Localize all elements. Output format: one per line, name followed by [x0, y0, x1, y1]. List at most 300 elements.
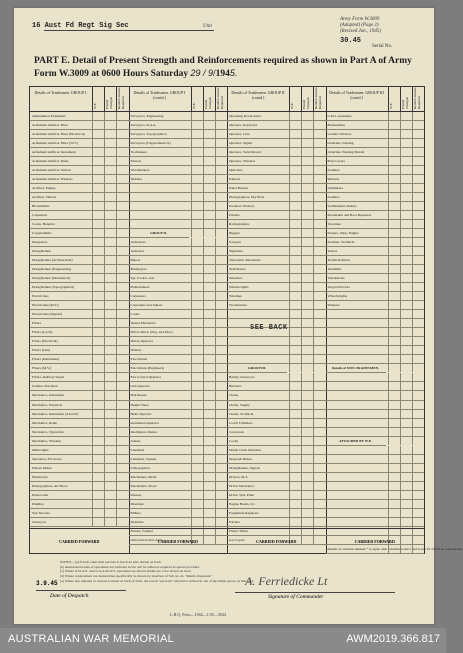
- trade-row: [326, 346, 425, 355]
- cell-divider: [104, 229, 105, 237]
- trade-row: Riggers: [227, 229, 326, 238]
- cell-divider: [116, 166, 117, 174]
- cell-divider: [92, 274, 93, 282]
- cell-divider: [388, 518, 389, 526]
- cell-divider: [203, 301, 204, 309]
- column-subheader: Posted Strength.: [400, 96, 409, 109]
- cell-divider: [412, 175, 413, 183]
- cell-divider: [289, 121, 290, 129]
- trade-row: Clerks: [227, 391, 326, 400]
- despatch-date: 3.9.45: [36, 580, 58, 587]
- cell-divider: [116, 518, 117, 526]
- cell-divider: [289, 419, 290, 427]
- cell-divider: [313, 328, 314, 336]
- cell-divider: [92, 509, 93, 517]
- cell-divider: [289, 518, 290, 526]
- trade-row: [326, 382, 425, 391]
- trade-row: Panel Beaters: [227, 184, 326, 193]
- cell-divider: [116, 112, 117, 120]
- cell-divider: [92, 148, 93, 156]
- cell-divider: [412, 130, 413, 138]
- cell-divider: [313, 112, 314, 120]
- cell-divider: [400, 319, 401, 327]
- cell-divider: [289, 310, 290, 318]
- cell-divider: [289, 455, 290, 463]
- cell-divider: [388, 283, 389, 291]
- cell-divider: [215, 509, 216, 517]
- cell-divider: [215, 157, 216, 165]
- cell-divider: [313, 211, 314, 219]
- cell-divider: [388, 446, 389, 454]
- cell-divider: [92, 229, 93, 237]
- cell-divider: [301, 446, 302, 454]
- cell-divider: [104, 202, 105, 210]
- trade-row: Armament Artificer Wireless: [30, 175, 129, 184]
- cell-divider: [301, 401, 302, 409]
- trade-row: Sgt. Cook/a. asst.: [129, 274, 228, 283]
- cell-divider: [104, 437, 105, 445]
- trade-row: [326, 464, 425, 473]
- trade-row: Toolmakers: [129, 148, 228, 157]
- cell-divider: [191, 166, 192, 174]
- cell-divider: [313, 509, 314, 517]
- cell-divider: [301, 292, 302, 300]
- cell-divider: [92, 391, 93, 399]
- cell-divider: [313, 301, 314, 309]
- cell-divider: [412, 455, 413, 463]
- cell-divider: [301, 202, 302, 210]
- cell-divider: [301, 238, 302, 246]
- cell-divider: [313, 391, 314, 399]
- cell-divider: [191, 211, 192, 219]
- cell-divider: [203, 193, 204, 201]
- trade-row: Electricians (M.V.): [30, 301, 129, 310]
- cell-divider: [412, 382, 413, 390]
- cell-divider: [92, 500, 93, 508]
- cell-divider: [215, 419, 216, 427]
- cell-divider: [301, 491, 302, 499]
- cell-divider: [388, 391, 389, 399]
- cell-divider: [215, 319, 216, 327]
- cell-divider: [116, 319, 117, 327]
- trade-row: Clerks, Technical: [227, 410, 326, 419]
- cell-divider: [215, 238, 216, 246]
- cell-divider: [92, 220, 93, 228]
- cell-divider: [191, 202, 192, 210]
- cell-divider: [301, 337, 302, 345]
- trade-row: Mechanics, Instrument (Aircraft): [30, 410, 129, 419]
- cell-divider: [203, 482, 204, 490]
- cell-divider: [92, 238, 93, 246]
- cell-divider: [92, 446, 93, 454]
- cell-divider: [412, 337, 413, 345]
- column-header: [326, 87, 425, 112]
- form-ref-line: (Adapted) (Page 2): [340, 23, 379, 28]
- cell-divider: [191, 274, 192, 282]
- cell-divider: [92, 419, 93, 427]
- cell-divider: [104, 256, 105, 264]
- cell-divider: [289, 464, 290, 472]
- trade-row: Draughtsmen (Engineering): [30, 265, 129, 274]
- cell-divider: [191, 130, 192, 138]
- trade-row: [129, 211, 228, 220]
- cell-divider: [116, 310, 117, 318]
- cell-divider: [191, 112, 192, 120]
- trade-row: Coach Trimmers: [227, 419, 326, 428]
- cell-divider: [104, 482, 105, 490]
- cell-divider: [116, 355, 117, 363]
- cell-divider: [215, 437, 216, 445]
- cell-divider: [215, 112, 216, 120]
- cell-divider: [400, 274, 401, 282]
- cell-divider: [92, 428, 93, 436]
- trade-row: Concreters: [227, 428, 326, 437]
- cell-divider: [191, 337, 192, 345]
- trade-row: [326, 491, 425, 500]
- printer-imprint: L.H.Q. Press—1944—1/45—3044: [170, 612, 226, 617]
- cell-divider: [301, 310, 302, 318]
- cell-divider: [104, 373, 105, 381]
- cell-divider: [104, 419, 105, 427]
- cell-divider: [104, 355, 105, 363]
- cell-divider: [203, 464, 204, 472]
- column-subheader: Reinforcements Required.: [215, 87, 224, 109]
- cell-divider: [313, 455, 314, 463]
- cell-divider: [388, 319, 389, 327]
- cell-divider: [116, 139, 117, 147]
- trade-row: Photowriter: [30, 491, 129, 500]
- trade-row: ATTACHED BY W.E.: [326, 437, 386, 446]
- trade-row: [129, 220, 228, 229]
- cell-divider: [388, 148, 389, 156]
- trade-row: Armourer: [129, 247, 228, 256]
- cell-divider: [412, 419, 413, 427]
- cell-divider: [289, 256, 290, 264]
- cell-divider: [388, 346, 389, 354]
- cell-divider: [313, 247, 314, 255]
- cell-divider: [203, 130, 204, 138]
- trade-row: [326, 428, 425, 437]
- cell-divider: [301, 112, 302, 120]
- trade-row: Sawyers: [227, 238, 326, 247]
- cell-divider: [301, 139, 302, 147]
- cell-divider: [301, 509, 302, 517]
- cell-divider: [215, 148, 216, 156]
- cell-divider: [191, 455, 192, 463]
- trade-row: Artificer, Engine: [30, 184, 129, 193]
- cell-divider: [215, 401, 216, 409]
- cell-divider: [116, 437, 117, 445]
- cell-divider: [215, 346, 216, 354]
- trade-row: Tailors: [326, 247, 425, 256]
- cell-divider: [412, 500, 413, 508]
- cell-divider: [92, 355, 93, 363]
- cell-divider: [313, 202, 314, 210]
- cell-divider: [215, 364, 216, 372]
- trade-row: Gas Layers: [227, 536, 326, 545]
- cell-divider: [289, 500, 290, 508]
- cell-divider: [104, 410, 105, 418]
- cell-divider: [116, 410, 117, 418]
- cell-divider: [313, 446, 314, 454]
- cell-divider: [116, 229, 117, 237]
- cell-divider: [400, 337, 401, 345]
- cell-divider: [215, 446, 216, 454]
- cell-divider: [215, 301, 216, 309]
- cell-divider: [92, 184, 93, 192]
- cell-divider: [116, 337, 117, 345]
- trade-row: Photographers, Dry Plate: [227, 193, 326, 202]
- cell-divider: [116, 265, 117, 273]
- trade-row: Helio Operator: [129, 410, 228, 419]
- trade-row: Butchers: [227, 382, 326, 391]
- cell-divider: [388, 328, 389, 336]
- cell-divider: [203, 283, 204, 291]
- trade-row: Lithographers: [129, 464, 228, 473]
- cell-divider: [104, 211, 105, 219]
- trade-row: Draughtsmen (Architectural): [30, 256, 129, 265]
- trade-row: Height Taker: [129, 401, 228, 410]
- cell-divider: [191, 220, 192, 228]
- trade-row: Printers: [227, 211, 326, 220]
- cell-divider: [215, 139, 216, 147]
- trade-row: Armament Artificer Fitter: [30, 121, 129, 130]
- cell-divider: [104, 175, 105, 183]
- cell-divider: [289, 112, 290, 120]
- cell-divider: [191, 491, 192, 499]
- notes-block: [60, 560, 390, 584]
- cell-divider: [388, 491, 389, 499]
- cell-divider: [191, 419, 192, 427]
- trade-row: [326, 373, 425, 382]
- cell-divider: [215, 355, 216, 363]
- cell-divider: [203, 364, 204, 372]
- cell-divider: [400, 166, 401, 174]
- cell-divider: [313, 482, 314, 490]
- cell-divider: [412, 437, 413, 445]
- cell-divider: [104, 337, 105, 345]
- trade-row: [326, 319, 425, 328]
- cell-divider: [412, 166, 413, 174]
- cell-divider: [313, 274, 314, 282]
- cell-divider: [400, 428, 401, 436]
- form-reference: [340, 17, 381, 35]
- title-year-prefix: /194: [213, 69, 230, 79]
- cell-divider: [203, 175, 204, 183]
- cell-divider: [313, 184, 314, 192]
- cell-divider: [215, 328, 216, 336]
- cell-divider: [92, 346, 93, 354]
- cell-divider: [104, 473, 105, 481]
- cell-divider: [400, 220, 401, 228]
- cell-divider: [301, 473, 302, 481]
- cell-divider: [400, 446, 401, 454]
- cell-divider: [388, 382, 389, 390]
- column-header: [30, 87, 129, 112]
- cell-divider: [203, 428, 204, 436]
- trade-row: Carpenters: [30, 211, 129, 220]
- title-text: Detail of Present Strength and Reinforcements required as shown in Part A of Army Form W.3009 at 0600 Hours Saturday: [34, 56, 412, 79]
- cell-divider: [203, 184, 204, 192]
- cell-divider: [203, 373, 204, 381]
- trade-row: Fitters: [30, 319, 129, 328]
- cell-divider: [116, 238, 117, 246]
- cell-divider: [92, 464, 93, 472]
- cell-divider: [289, 319, 290, 327]
- trade-row: Stokers, Shop, Engine: [326, 229, 425, 238]
- cell-divider: [388, 355, 389, 363]
- cell-divider: [388, 373, 389, 381]
- trade-row: Cooks, Hospital: [30, 220, 129, 229]
- cell-divider: [412, 202, 413, 210]
- cell-divider: [116, 491, 117, 499]
- signature-label: Signature of Commander: [268, 594, 324, 600]
- strength-table: [29, 86, 463, 554]
- cell-divider: [191, 193, 192, 201]
- column-rows: [129, 112, 228, 545]
- cell-divider: [412, 220, 413, 228]
- trade-row: Photographers, Air Photo: [30, 482, 129, 491]
- cell-divider: [313, 157, 314, 165]
- trade-row: Bricklayers: [129, 265, 228, 274]
- trade-row: Instrument Operator: [129, 419, 228, 428]
- cell-divider: [92, 130, 93, 138]
- cell-divider: [215, 500, 216, 508]
- cell-divider: [92, 401, 93, 409]
- cell-divider: [313, 428, 314, 436]
- trade-row: Fire Control Operator: [129, 373, 228, 382]
- cell-divider: [116, 382, 117, 390]
- cell-divider: [92, 157, 93, 165]
- trade-row: Sterman, Technical: [326, 238, 425, 247]
- cell-divider: [400, 391, 401, 399]
- cell-divider: [400, 346, 401, 354]
- cell-divider: [400, 139, 401, 147]
- cell-divider: [388, 310, 389, 318]
- trade-row: Wiremen: [227, 292, 326, 301]
- see-back-stamp: SEE BACK: [250, 324, 288, 332]
- cell-divider: [289, 148, 290, 156]
- cell-divider: [400, 112, 401, 120]
- cell-divider: [289, 202, 290, 210]
- trade-row: Telecomm. Mechanics: [227, 256, 326, 265]
- cell-divider: [203, 446, 204, 454]
- cell-divider: [289, 175, 290, 183]
- cell-divider: [412, 193, 413, 201]
- trade-row: Plate Layers: [326, 157, 425, 166]
- trade-row: Carpenters: [129, 292, 228, 301]
- cell-divider: [215, 464, 216, 472]
- trade-row: Hairdresser: [129, 391, 228, 400]
- cell-divider: [215, 211, 216, 219]
- trade-row: Fitters, Railway Signal: [30, 373, 129, 382]
- cell-divider: [388, 274, 389, 282]
- cell-divider: [400, 121, 401, 129]
- cell-divider: [203, 382, 204, 390]
- cell-divider: [301, 121, 302, 129]
- trade-row: Dental Mechanics: [129, 319, 228, 328]
- trade-row: [326, 419, 425, 428]
- trade-row: Armament Artificer Instrument: [30, 148, 129, 157]
- cell-divider: [191, 446, 192, 454]
- cell-divider: [301, 355, 302, 363]
- cell-divider: [289, 446, 290, 454]
- cell-divider: [116, 184, 117, 192]
- trade-row: Armament Artificer Fitter (Electrical): [30, 130, 129, 139]
- cell-divider: [388, 175, 389, 183]
- cell-divider: [400, 202, 401, 210]
- cell-divider: [203, 121, 204, 129]
- cell-divider: [215, 184, 216, 192]
- cell-divider: [313, 256, 314, 264]
- cell-divider: [104, 238, 105, 246]
- cell-divider: [313, 437, 314, 445]
- cell-divider: [400, 518, 401, 526]
- cell-divider: [203, 346, 204, 354]
- cell-divider: [203, 328, 204, 336]
- cell-divider: [289, 428, 290, 436]
- cell-divider: [104, 301, 105, 309]
- cell-divider: [289, 220, 290, 228]
- trade-row: Joiners: [129, 437, 228, 446]
- cell-divider: [116, 373, 117, 381]
- trade-row: Ammunition Examiners: [30, 112, 129, 121]
- trade-row: Millers: [129, 509, 228, 518]
- cell-divider: [289, 247, 290, 255]
- trade-row: Driver Tpts, Plant: [227, 491, 326, 500]
- trade-row: Mechanics, Radio: [30, 419, 129, 428]
- cell-divider: [215, 382, 216, 390]
- cell-divider: [215, 256, 216, 264]
- cell-divider: [191, 310, 192, 318]
- cell-divider: [388, 166, 389, 174]
- trade-row: Wheelwrights: [326, 292, 425, 301]
- cell-divider: [104, 310, 105, 318]
- cell-divider: [289, 355, 290, 363]
- trade-row: Drivers, M.T.: [227, 473, 326, 482]
- cell-divider: [301, 247, 302, 255]
- cell-divider: [301, 391, 302, 399]
- cell-divider: [289, 491, 290, 499]
- trade-row: Linesman: [129, 446, 228, 455]
- cell-divider: [191, 184, 192, 192]
- cell-divider: [313, 193, 314, 201]
- trade-row: Moulders: [129, 500, 228, 509]
- cell-divider: [289, 364, 290, 372]
- table-column: [129, 87, 229, 553]
- trade-row: Pharmacist: [30, 473, 129, 482]
- cell-divider: [412, 446, 413, 454]
- trade-row: Operator, Wireless: [227, 157, 326, 166]
- cell-divider: [215, 193, 216, 201]
- trade-row: [326, 355, 425, 364]
- cell-divider: [301, 518, 302, 526]
- cell-divider: [92, 337, 93, 345]
- cell-divider: [116, 247, 117, 255]
- cell-divider: [400, 292, 401, 300]
- cell-divider: [313, 410, 314, 418]
- trade-row: [326, 410, 425, 419]
- cell-divider: [104, 446, 105, 454]
- cell-divider: [412, 346, 413, 354]
- carried-forward-label: CARRIED FORWARD: [227, 528, 326, 553]
- cell-divider: [313, 355, 314, 363]
- cell-divider: [92, 437, 93, 445]
- cell-divider: [313, 229, 314, 237]
- cell-divider: [203, 355, 204, 363]
- cell-divider: [203, 518, 204, 526]
- cell-divider: [412, 229, 413, 237]
